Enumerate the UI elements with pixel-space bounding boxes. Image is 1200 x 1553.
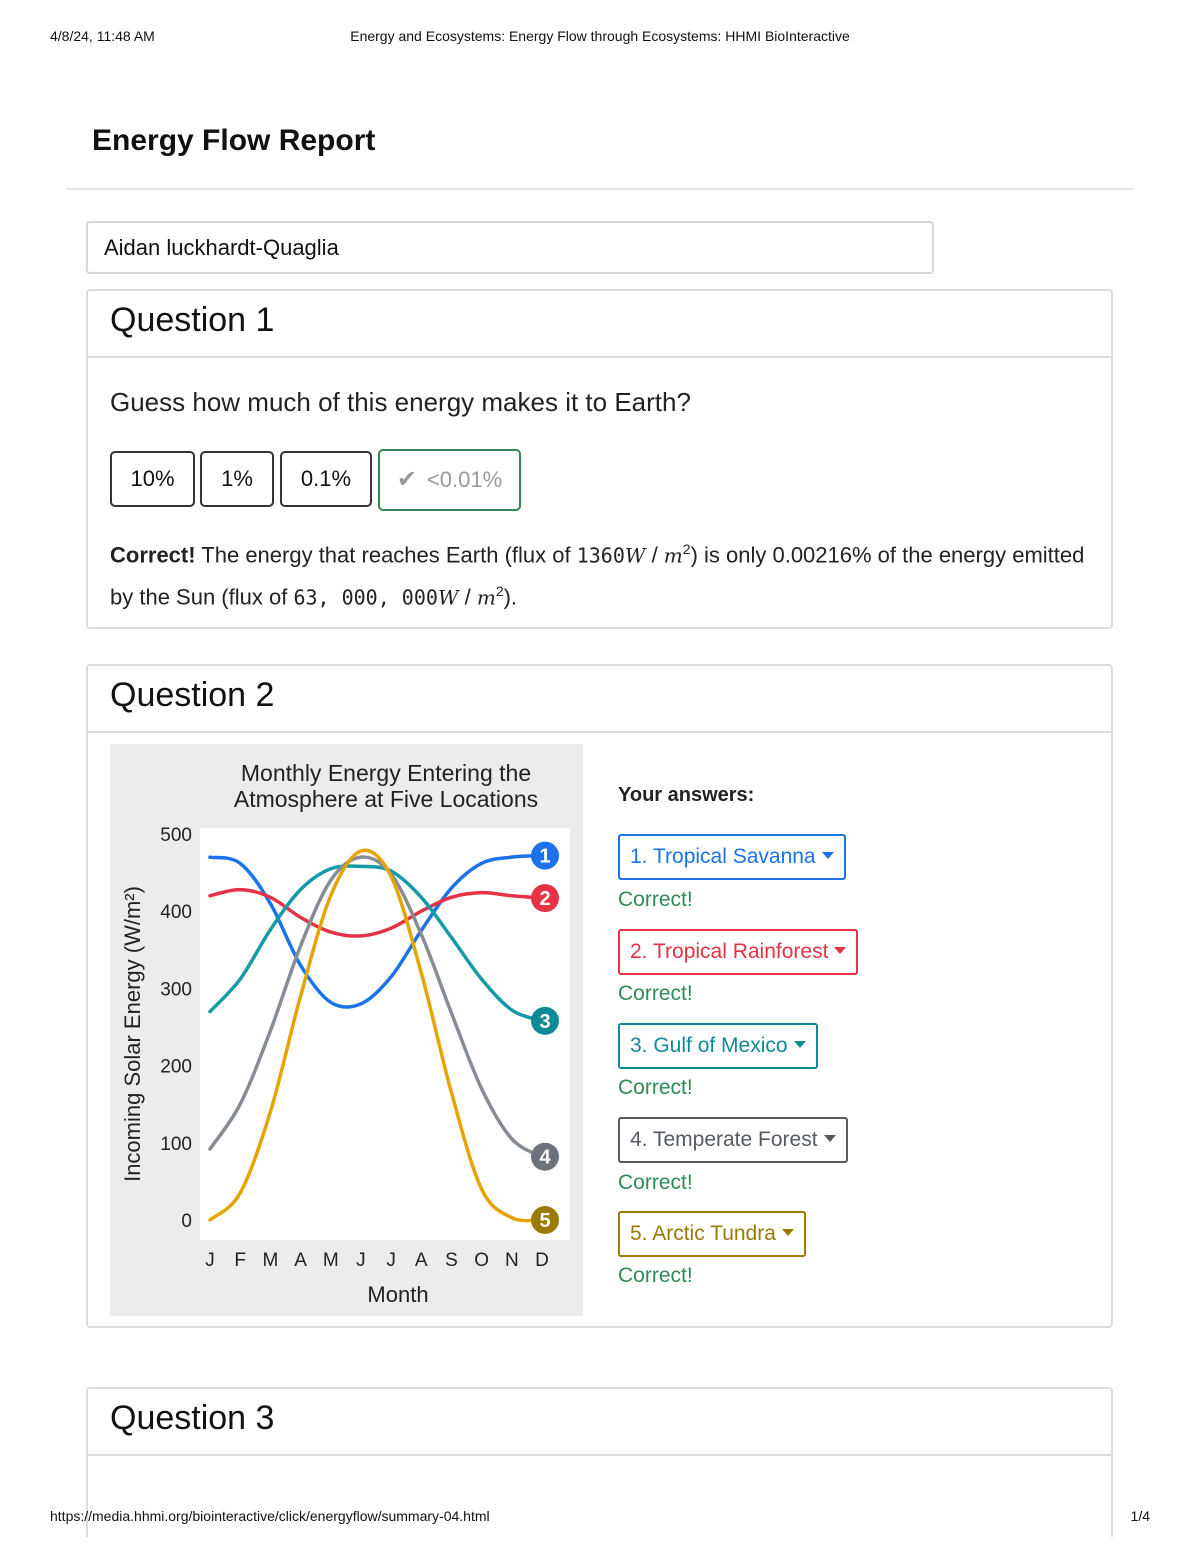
question-3-header: Question 3 [88,1389,1111,1456]
option-10-percent-button[interactable]: 10% [110,451,195,507]
answer-label: 4. Temperate Forest [630,1128,818,1151]
answer-select-5[interactable] [618,1211,806,1257]
answer-select-4[interactable] [618,1117,848,1163]
question-1-header: Question 1 [88,291,1111,358]
x-tick-label: A [294,1250,307,1271]
answer-select-2[interactable] [618,929,858,975]
unit-m: m [476,585,496,610]
chevron-down-icon [822,852,834,859]
answer-select-3[interactable] [618,1023,818,1069]
y-tick-label: 500 [160,825,192,846]
answer-label: 5. Arctic Tundra [630,1222,776,1245]
print-header [0,28,1200,46]
feedback-correct-label: Correct! [110,542,196,568]
chart-svg [110,744,583,1316]
earth-flux-value: 1360 [576,543,625,568]
x-tick-label: M [262,1250,279,1271]
chart-title-line-1: Monthly Energy Entering the [240,760,532,786]
plot-area [200,828,570,1240]
feedback-text: The energy that reaches Earth (flux of [195,542,577,568]
answer-select-1[interactable] [618,834,846,880]
unit-w: W [437,585,459,610]
x-tick-label: J [205,1250,215,1271]
x-tick-label: O [474,1250,490,1271]
chevron-down-icon [824,1135,836,1142]
question-1-card [86,289,1113,629]
unit-exp: 2 [495,583,504,600]
chevron-down-icon [782,1229,794,1236]
option-label: <0.01% [426,467,503,492]
answer-status-4: Correct! [618,1171,693,1194]
student-name-field[interactable]: Aidan luckhardt-Quaglia [86,221,934,274]
feedback-text: ) is only 0.00216% of the energy emitted by the Sun (flux of [110,542,1085,610]
question-1-feedback [110,531,1095,616]
x-tick-label: S [445,1250,458,1271]
unit-slash: / [645,542,664,568]
chevron-down-icon [834,947,846,954]
y-tick-label: 0 [181,1211,192,1232]
series-badge-label: 5 [539,1210,551,1232]
question-2-card [86,664,1113,1328]
x-tick-label: J [386,1250,396,1271]
y-tick-label: 400 [160,902,192,924]
feedback-text: ). [503,584,518,610]
option-1-percent-button[interactable]: 1% [200,451,274,507]
chevron-down-icon [794,1041,806,1048]
option-less-than-0-01-percent-button[interactable] [378,449,521,511]
y-tick-label: 200 [160,1056,192,1078]
divider [66,188,1133,190]
solar-energy-chart [110,744,583,1316]
print-footer [0,1508,1200,1526]
series-badge-label: 4 [539,1146,551,1169]
unit-m: m [663,543,683,568]
chart-title-line-2: Atmosphere at Five Locations [233,786,539,812]
answer-label: 1. Tropical Savanna [630,845,816,868]
y-axis-label: Incoming Solar Energy (W/m²) [120,886,145,1182]
y-tick-label: 300 [160,979,192,1001]
x-tick-label: J [356,1250,366,1271]
check-icon: ✔ [396,466,417,493]
question-1-prompt: Guess how much of this energy makes it to Earth? [110,387,691,417]
answer-status-3: Correct! [618,1076,693,1099]
print-url: https://media.hhmi.org/biointeractive/click/energyflow/summary-04.html [50,1508,490,1524]
question-2-header: Question 2 [88,666,1111,733]
your-answers-title: Your answers: [618,784,755,806]
print-title: Energy and Ecosystems: Energy Flow through Ecosystems: HHMI BioInteractive [350,28,850,44]
series-badge-label: 3 [539,1010,551,1033]
x-tick-label: M [322,1250,339,1271]
series-badge-label: 2 [539,888,551,911]
series-badge-label: 1 [539,845,551,868]
x-tick-label: D [535,1250,549,1271]
unit-w: W [624,543,646,568]
x-tick-label: N [504,1250,519,1271]
answer-label: 3. Gulf of Mexico [630,1034,788,1057]
y-tick-label: 100 [160,1133,192,1155]
answer-status-1: Correct! [618,888,693,911]
unit-exp: 2 [682,541,691,557]
print-page-number: 1/4 [1130,1508,1150,1524]
answer-status-5: Correct! [618,1264,693,1287]
unit-slash: / [458,584,477,610]
print-datetime: 4/8/24, 11:48 AM [50,28,155,44]
answer-label: 2. Tropical Rainforest [630,940,829,963]
x-tick-label: A [414,1250,428,1271]
sun-flux-value: 63, 000, 000 [293,585,438,610]
page-title: Energy Flow Report [92,124,376,157]
x-axis-label: Month [367,1282,429,1307]
x-tick-label: F [234,1250,246,1271]
option-0-1-percent-button[interactable]: 0.1% [280,451,372,507]
answer-status-2: Correct! [618,982,693,1005]
